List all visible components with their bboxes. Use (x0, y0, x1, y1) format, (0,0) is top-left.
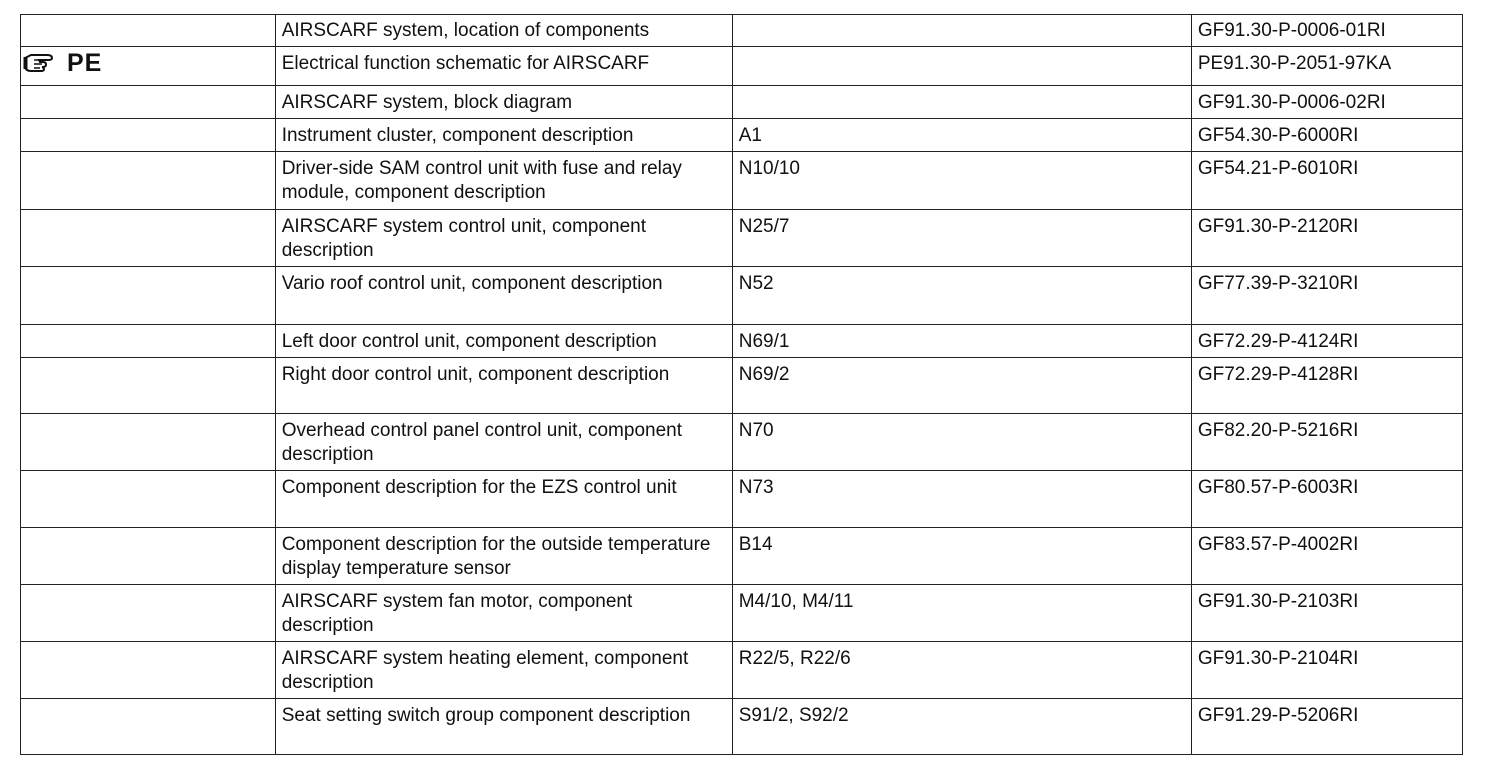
marker-cell (21, 15, 276, 47)
component-cell: M4/10, M4/11 (732, 585, 1191, 642)
marker-cell (21, 585, 276, 642)
reference-table (20, 14, 1463, 755)
document-link[interactable]: GF80.57-P-6003RI (1191, 471, 1462, 528)
component-cell: N73 (732, 471, 1191, 528)
pointing-hand-icon (23, 52, 59, 74)
component-cell (732, 86, 1191, 119)
table-row (21, 471, 1463, 528)
table-row (21, 642, 1463, 699)
marker-cell (21, 699, 276, 755)
component-cell: N52 (732, 267, 1191, 325)
marker-cell (21, 210, 276, 267)
component-cell (732, 47, 1191, 86)
table-row (21, 152, 1463, 210)
component-cell: N69/1 (732, 325, 1191, 358)
component-cell: B14 (732, 528, 1191, 585)
table-row (21, 585, 1463, 642)
document-link[interactable]: GF82.20-P-5216RI (1191, 414, 1462, 471)
description-cell: AIRSCARF system heating element, component description (275, 642, 732, 699)
description-cell: Component description for the EZS control unit (275, 471, 732, 528)
component-cell: N10/10 (732, 152, 1191, 210)
marker-cell (21, 414, 276, 471)
component-cell: N25/7 (732, 210, 1191, 267)
table-row (21, 86, 1463, 119)
component-cell: S91/2, S92/2 (732, 699, 1191, 755)
description-cell: Right door control unit, component description (275, 358, 732, 414)
document-link[interactable]: GF91.30-P-2104RI (1191, 642, 1462, 699)
marker-cell (21, 528, 276, 585)
component-cell: N70 (732, 414, 1191, 471)
component-cell: A1 (732, 119, 1191, 152)
marker-cell (21, 642, 276, 699)
document-link[interactable]: GF72.29-P-4124RI (1191, 325, 1462, 358)
table-row (21, 358, 1463, 414)
description-cell: Vario roof control unit, component description (275, 267, 732, 325)
document-link[interactable]: GF54.21-P-6010RI (1191, 152, 1462, 210)
marker-cell (21, 47, 276, 86)
document-link[interactable]: PE91.30-P-2051-97KA (1191, 47, 1462, 86)
description-cell: AIRSCARF system, block diagram (275, 86, 732, 119)
description-cell: Instrument cluster, component description (275, 119, 732, 152)
table-row (21, 699, 1463, 755)
document-link[interactable]: GF72.29-P-4128RI (1191, 358, 1462, 414)
description-cell: Driver-side SAM control unit with fuse and relay module, component description (275, 152, 732, 210)
description-cell: Component description for the outside temperature display temperature sensor (275, 528, 732, 585)
marker-cell (21, 471, 276, 528)
document-link[interactable]: GF83.57-P-4002RI (1191, 528, 1462, 585)
table-row (21, 325, 1463, 358)
component-cell (732, 15, 1191, 47)
description-cell: Left door control unit, component description (275, 325, 732, 358)
document-link[interactable]: GF91.30-P-2120RI (1191, 210, 1462, 267)
marker-cell (21, 86, 276, 119)
marker-cell (21, 358, 276, 414)
document-link[interactable]: GF91.29-P-5206RI (1191, 699, 1462, 755)
description-cell: Seat setting switch group component description (275, 699, 732, 755)
table-row (21, 210, 1463, 267)
document-link[interactable]: GF91.30-P-0006-01RI (1191, 15, 1462, 47)
document-link[interactable]: GF91.30-P-0006-02RI (1191, 86, 1462, 119)
document-link[interactable]: GF54.30-P-6000RI (1191, 119, 1462, 152)
description-cell: AIRSCARF system, location of components (275, 15, 732, 47)
description-cell: Electrical function schematic for AIRSCARF (275, 47, 732, 86)
table-row (21, 267, 1463, 325)
pe-label: PE (67, 49, 103, 77)
description-cell: Overhead control panel control unit, component description (275, 414, 732, 471)
table-row (21, 414, 1463, 471)
marker-cell (21, 152, 276, 210)
component-cell: R22/5, R22/6 (732, 642, 1191, 699)
table-row (21, 119, 1463, 152)
table-row (21, 15, 1463, 47)
description-cell: AIRSCARF system fan motor, component description (275, 585, 732, 642)
table-row (21, 47, 1463, 86)
component-cell: N69/2 (732, 358, 1191, 414)
marker-cell (21, 119, 276, 152)
marker-cell (21, 325, 276, 358)
marker-cell (21, 267, 276, 325)
description-cell: AIRSCARF system control unit, component description (275, 210, 732, 267)
table-row (21, 528, 1463, 585)
document-link[interactable]: GF91.30-P-2103RI (1191, 585, 1462, 642)
document-link[interactable]: GF77.39-P-3210RI (1191, 267, 1462, 325)
